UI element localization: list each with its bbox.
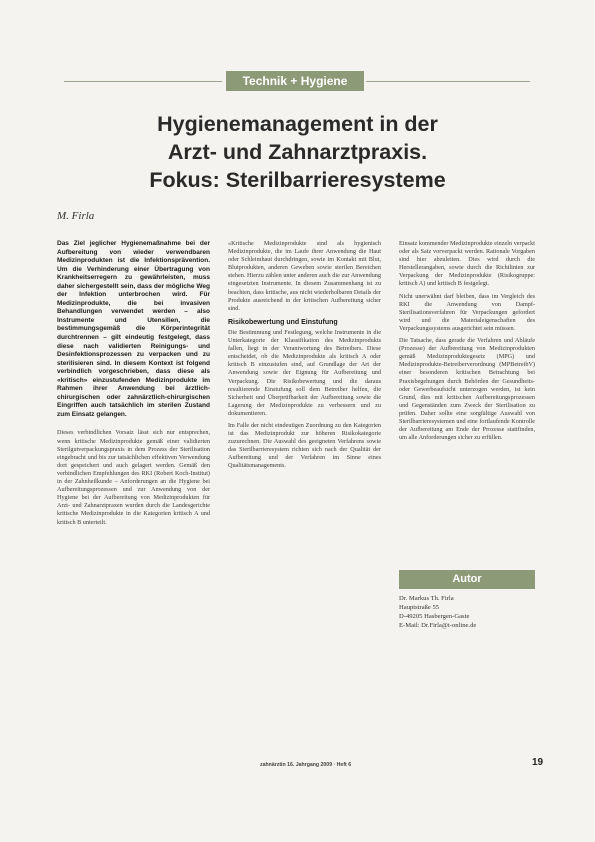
author-city: D-49205 Hasbergen-Gaste <box>399 613 470 620</box>
body-paragraph: «Kritische Medizinprodukte sind als hygienisch Medizinprodukte, die im Laufe ihrer Anwendung die Haut oder Schleimhaut durchdringen, sowie im Kontakt mit Blut, Blutprodukten, anderen Geweben sowie sterilen Bereichen stehen. Hierzu zählen unter anderen auch die zur Anwendung eingesetzten Instrumente. In diesem Zusammenhang ist zu beachten, dass kritische, aus nicht wiederholbaren Details der Produkte ausreichend in der kritischen Aufbereitung sicher sind. <box>228 240 381 312</box>
body-paragraph: Im Falle der nicht eindeutigen Zuordnung zu den Kategorien ist das Medizinprodukt zur höheren Risikokategorie zuzurechnen. Die Auswahl des geeigneten Verfahrens sowie das Sterilbarrieresystem richten sich nach der Qualität der Aufbereitung und der Verfahren im Sinne eines Qualitätsmanagements. <box>228 421 381 470</box>
section-tag: Technik + Hygiene <box>226 71 364 91</box>
lead-paragraph: Das Ziel jeglicher Hygienemaßnahme bei der Aufbereitung von wieder verwendbaren Medizinprodukten ist die Infektionsprävention. Um die Verhinderung einer Übertragung von Krankheitserregern zu gewährleisten, muss daher sichergestellt sein, dass der mögliche Weg der Infektion unterbrochen wird. Für Medizinprodukte, die bei invasiven Behandlungen verwendet werden – also Instrumente und Utensilien, die bestimmungsgemäß die Körperintegrität durchtrennen – gilt eindeutig festgelegt, dass diese nach validierten Reinigungs- und Desinfektionsprozessen zu verpacken und zu sterilisieren sind. In diesem Kontext ist folgend verbindlich vorgeschrieben, dass diese als «kritisch» einzustufenden Medizinprodukte im Rahmen ihrer Anwendung bei ärztlich-chirurgischen oder zahnärztlich-chirurgischen Eingriffen auch tatsächlich im sterilen Zustand zum Einsatz gelangen. <box>57 240 210 418</box>
author-byline: M. Firla <box>57 210 95 222</box>
title-line-1: Hygienemanagement in der <box>157 112 438 136</box>
title-line-2: Arzt- und Zahnarztpraxis. <box>167 140 428 164</box>
author-street: Hauptstraße 55 <box>399 604 440 611</box>
article-title <box>80 110 515 194</box>
body-paragraph: Einsatz kommender Medizinprodukte einzeln verpackt oder als Satz vorverpackt werden. Rationale Vorgaben sind hier abzuleiten. Dies wird durch die Herstellerangaben, sowie durch die Richtlinien zur Verpackung der Medizinprodukte (Risikogruppe: kritisch A) und kritisch B festgelegt. <box>399 240 535 288</box>
header-rule-left <box>64 81 222 82</box>
column-1 <box>57 240 210 531</box>
body-paragraph: Die Tatsache, dass gerade die Verfahren und Abläufe (Prozesse) der Aufbereitung von Medizinprodukten gemäß Medizinproduktegesetz (MPG) und Medizinprodukte-Betreiberverordnung (MPBetreibV) einer besonderen kritischen Betrachtung bei Praxisbegehungen durch Behörden der Gesundheits- oder Gewerbeaufsicht unterzogen werden, ist kein Grund, dies mit kritischen Aufbereitungsprozessen und Gegenständen zum Zweck der Sterilisation zu prüfen. Daher sollte eine sorgfältige Auswahl von Sterilbarrieresystemen und eine fortlaufende Kontrolle der Aufbereitung am Ende der Prozesse stattfinden, um alle Anforderungen sicher zu erfüllen. <box>399 337 535 442</box>
section-subheading: Risikobewertung und Einstufung <box>228 318 338 326</box>
author-contact <box>399 594 535 630</box>
author-email: E-Mail: Dr.Firla@t-online.de <box>399 622 477 629</box>
header-rule-right <box>366 81 530 82</box>
column-3 <box>399 240 535 446</box>
page-number: 19 <box>532 757 544 768</box>
body-paragraph: Nicht unerwähnt darf bleiben, dass im Vergleich des RKI die Anwendung von Dampf-Sterilisationsverfahren für Verpackungen gefordert wird und die Materialeigenschaften des Verpackungssystems ausgerichtet sein müssen. <box>399 292 535 332</box>
author-box-heading: Autor <box>399 570 535 589</box>
body-paragraph: Die Bestimmung und Festlegung, welche Instrumente in die Unterkategorie der Klassifikation des Medizinprodukts fallen, liegt in der Verantwortung des Betreibers. Diese entscheidet, ob die Medizinprodukte als kritisch A oder kritisch B einzustufen sind, auf Grundlage der Art der Anwendung sowie der Eignung für Aufbereitung und Verpackung. Die Risikobewertung und die daraus resultierende Einstufung soll dem Betreiber helfen, die Sicherheit und Überprüfbarkeit der Aufbereitung sowie die Lagerung der Medizinprodukte zu verbessern und zu dokumentieren. <box>228 328 381 417</box>
author-name: Dr. Markus Th. Firla <box>399 595 454 602</box>
title-line-3: Fokus: Sterilbarrieresysteme <box>149 168 446 192</box>
column-2 <box>228 240 381 475</box>
journal-footer: zahnärztin 16. Jahrgang 2009 · Heft 6 <box>260 762 352 768</box>
body-paragraph: Dieses verbindlichen Vorsatz lässt sich nur entsprechen, wenn kritische Medizinprodukte gemäß einer validierten Sterilgutverpackungspraxis in dem Prozess der Sterilisation eingebracht und bis zur tatsächlichen effektiven Verwendung dort gespeichert und auch gelagert werden. Gemäß den verbindlichen Empfehlungen des RKI (Robert Koch-Institut) in der Zahnheilkunde – Anforderungen an die Hygiene bei Aufbereitungsprozessen und zur Anwendung von der Hygiene bei der Aufbereitung von Medizinprodukten für Arzt- und Zahnarztpraxen wurden durch die Landesgerichte kritische Medizinprodukte in die Kategorien kritisch A und kritisch B unterteilt. <box>57 429 210 526</box>
